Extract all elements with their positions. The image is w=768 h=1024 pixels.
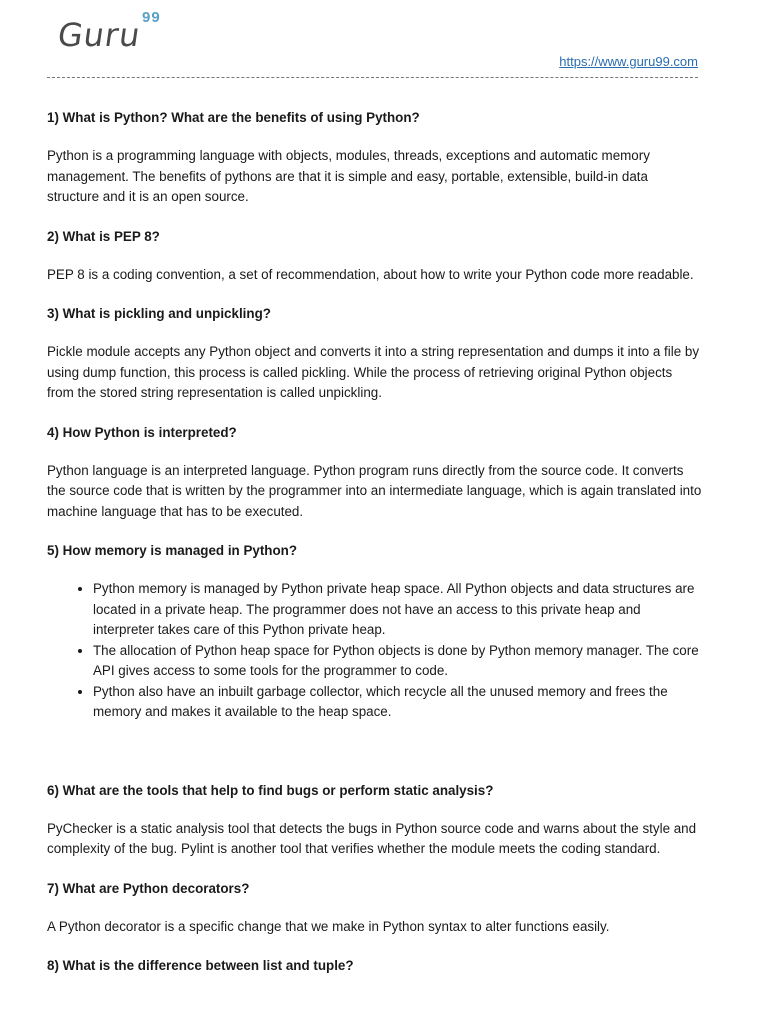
answer-text: Python is a programming language with objects, modules, threads, exceptions and automatic memory management. The benefits of pythons are that it is simple and easy, portable, extensible, build-in data structure and it is an open source. [47,148,650,204]
question-heading: 1) What is Python? What are the benefits of using Python? [47,110,420,125]
qa-item-3 [47,304,702,404]
list-item: • The allocation of Python heap space for Python objects is done by Python memory manager. The core API gives access to some tools for the programmer to code. [93,641,702,682]
answer-text: PEP 8 is a coding convention, a set of recommendation, about how to write your Python code more readable. [47,266,694,282]
qa-item-8 [47,956,702,976]
qa-item-5 [47,541,702,723]
bullet-list [47,579,702,723]
list-item: • Python also have an inbuilt garbage collector, which recycle all the unused memory and frees the memory and makes it available to the heap space. [93,682,702,723]
qa-item-4 [47,423,702,523]
question-heading: 3) What is pickling and unpickling? [47,306,271,321]
answer-text: PyChecker is a static analysis tool that detects the bugs in Python source code and warns about the style and complexity of the bug. Pylint is another tool that verifies whether the module meets the coding standard. [47,820,697,856]
question-heading: 6) What are the tools that help to find bugs or perform static analysis? [47,782,494,798]
question-heading: 8) What is the difference between list and tuple? [47,958,354,973]
list-item: • Python memory is managed by Python private heap space. All Python objects and data structures are located in a private heap. The programmer does not have an access to this private heap and interpreter takes care of this Python private heap. [93,579,702,641]
qa-item-7 [47,879,702,938]
logo-text: Guru [55,16,144,54]
logo-superscript: 99 [142,9,161,26]
question-heading: 2) What is PEP 8? [47,228,160,244]
document-body [47,108,702,995]
answer-text: A Python decorator is a specific change that we make in Python syntax to alter functions easily. [47,918,610,934]
answer-text: Pickle module accepts any Python object and converts it into a string representation and dumps it into a file by using dump function, this process is called pickling. While the process of retrieving original Python objects from the stored string representation is called unpickling. [47,344,700,400]
site-url-link[interactable]: https://www.guru99.com [559,54,698,69]
header-divider [47,77,698,78]
guru99-logo [55,9,161,54]
qa-item-6 [47,781,702,860]
answer-text: Python language is an interpreted language. Python program runs directly from the source code. It converts the source code that is written by the programmer into an intermediate language, which is again translated into machine language that has to be executed. [47,462,702,519]
question-heading: 4) How Python is interpreted? [47,424,237,440]
qa-item-1 [47,108,702,208]
question-heading: 7) What are Python decorators? [47,880,250,896]
question-heading: 5) How memory is managed in Python? [47,543,298,558]
qa-item-2 [47,227,702,286]
